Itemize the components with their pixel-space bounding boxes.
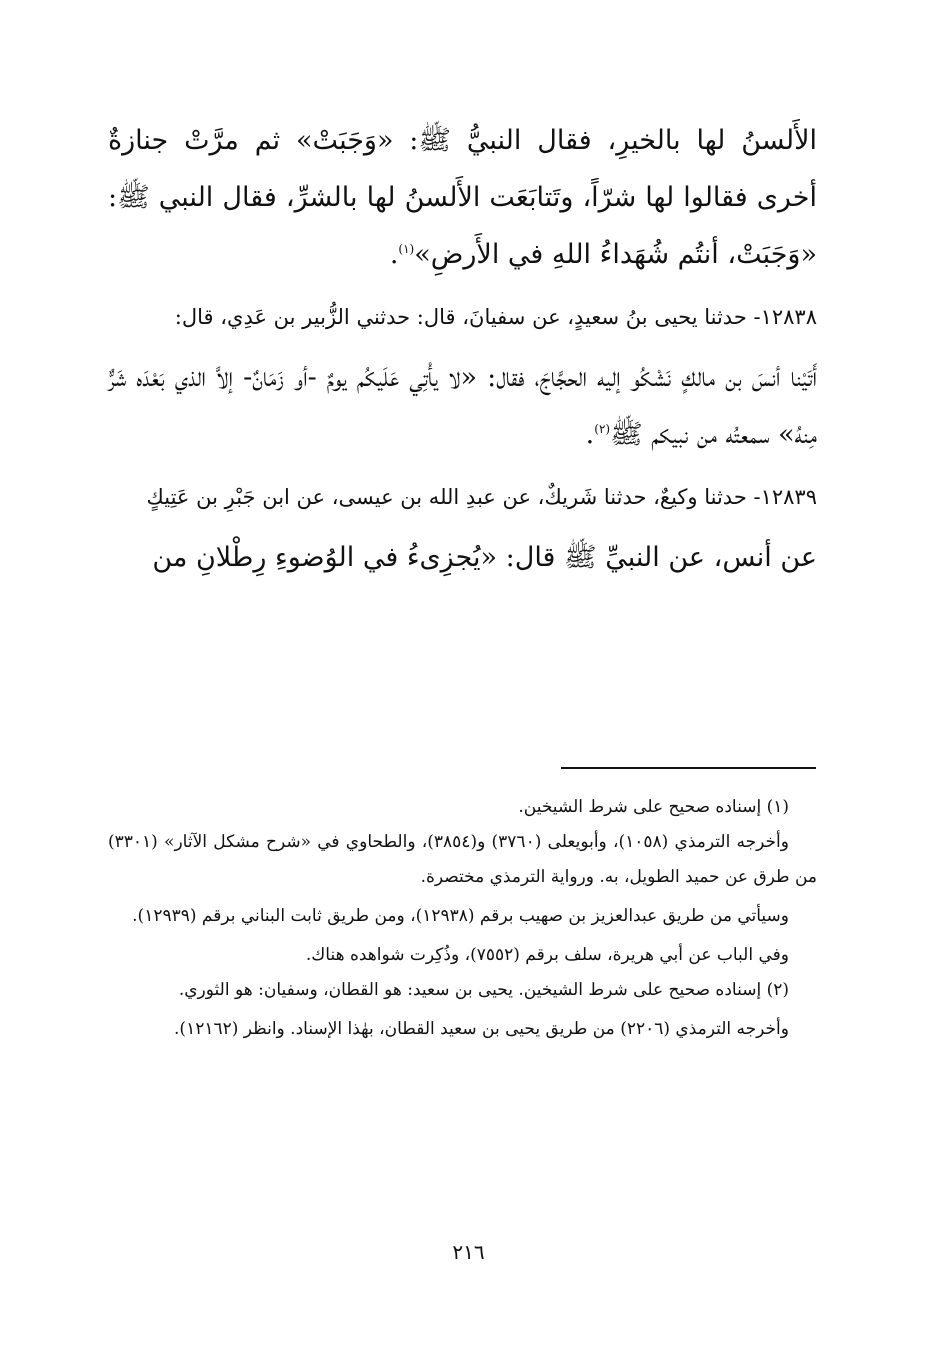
main-text — [108, 112, 817, 586]
paragraph-text: أَتَيْنا أنسَ بن مالكٍ نَشْكُو إليه الحجَّاجَ، فقال: «لا يأْتِي عَلَيكُم يومٌ -أو زَمَانٌ- إلاَّ الذي بَعْدَه شَرٌّ مِنهُ» سمعتُه من نبيكم ﷺ — [108, 362, 817, 450]
footnote-ref: (٢) — [594, 422, 611, 436]
footnote-2-takhrij: وأخرجه الترمذي (٢٢٠٦) من طريق يحيى بن سعيد القطان، بهٰذا الإسناد. وانظر (١٢١٦٢). — [174, 1019, 789, 1039]
footnote-1-takhrij: وأخرجه الترمذي (١٠٥٨)، وأبويعلى (٣٧٦٠) و(٣٨٥٤)، والطحاوي في «شرح مشكل الآثار» (٣٣٠١) من طرق عن حميد الطويل، به. ورواية الترمذي مختصرة. — [108, 832, 817, 887]
paragraph-text: ١٢٨٣٩- حدثنا وكيعٌ، حدثنا شَريكٌ، عن عبدِ الله بن عيسى، عن ابن جَبْرِ بن عَتِيكٍ — [146, 485, 817, 509]
page-number: ٢١٦ — [452, 1240, 485, 1264]
matn-paragraph-3 — [108, 529, 817, 586]
paragraph-end: . — [585, 419, 595, 450]
footnote-divider — [561, 767, 816, 769]
isnad-paragraph-12838 — [108, 295, 817, 339]
isnad-paragraph-12839 — [108, 475, 817, 519]
paragraph-text: ١٢٨٣٨- حدثنا يحيى بنُ سعيدٍ، عن سفيانَ، قال: حدثني الزُّبير بن عَدِي، قال: — [174, 305, 817, 329]
matn-paragraph-1 — [108, 112, 817, 283]
paragraph-text: عن أنس، عن النبيِّ ﷺ قال: «يُجزِىءُ في الوُضوءِ رِطْلانِ من — [152, 542, 817, 573]
footnote-ref: (١) — [398, 242, 415, 256]
paragraph-end: . — [389, 239, 399, 270]
footnote-2: (٢) إسناده صحيح على شرط الشيخين. يحيى بن سعيد: هو القطان، وسفيان: هو الثوري. — [178, 980, 789, 1000]
paragraph-text: الأَلسنُ لها بالخيرِ، فقال النبيُّ ﷺ: «وَجَبَتْ» ثم مرَّتْ جنازةٌ أخرى فقالوا لها شرّاً، وتَتابَعَت الأَلسنُ لها بالشرِّ، فقال النبي ﷺ: «وَجَبَتْ، أنتُم شُهَداءُ اللهِ في الأَرضِ» — [108, 125, 818, 270]
footnote-1-see-also: وسيأتي من طريق عبدالعزيز بن صهيب برقم (١٢٩٣٨)، ومن طريق ثابت البناني برقم (١٢٩٣٩). — [132, 906, 789, 926]
footnote-1-bab: وفي الباب عن أبي هريرة، سلف برقم (٧٥٥٢)، وذُكِرت شواهده هناك. — [305, 945, 789, 965]
footnotes — [108, 790, 817, 1047]
footnote-1: (١) إسناده صحيح على شرط الشيخين. — [518, 797, 789, 817]
matn-paragraph-2 — [108, 349, 817, 463]
